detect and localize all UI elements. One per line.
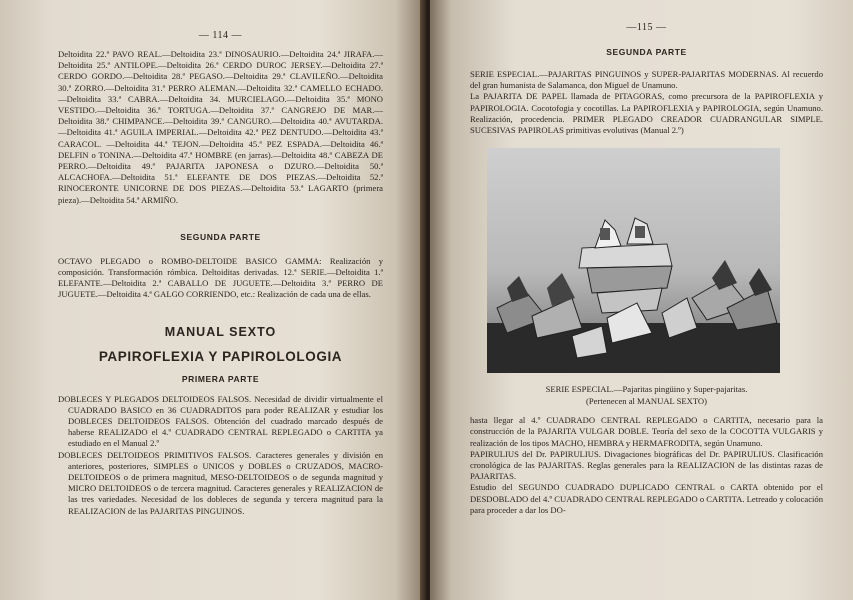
pitagoras-paragraph: La PAJARITA DE PAPEL llamada de PITAGORAS, como precursora de la PAPIROFLEXIA y PAPIROLOGIA. Cocotofogia y cocotillas. La PAPIROFLEXIA y PAPIROLOGIA, según Unamuno. Realización, procedencia. PRIMER PLEGADO CREADOR CUADRANGULAR SIMPLE. SUCESIVAS PAPIROLAS primitivas evolutivas (Manual 2.º) bbox=[470, 91, 823, 136]
photo-caption: SERIE ESPECIAL.—Pajaritas pingüino y Super-pajaritas. bbox=[545, 384, 748, 395]
dobleces-paragraph: DOBLECES Y PLEGADOS DELTOIDEOS FALSOS. Necesidad de dividir virtualmente el CUADRADO BASICO en 36 CUADRADITOS para poder REALIZAR y estudiar los DOBLECES DELTOIDEOS FALSOS. Obtención del cuadrado marcado después de haberse REALIZADO el 4.º CUADRADO CENTRAL REPLEGADO o CARTITA ya estudiado en el Manual 2.º bbox=[58, 393, 383, 449]
deltoidita-list-paragraph: Deltoidita 22.ª PAVO REAL.—Deltoidita 23.ª DINOSAURIO.—Deltoidita 24.ª JIRAFA.—Deltoidita 25.ª ANTILOPE.—Deltoidita 26.ª CERDO DUROC JERSEY.—Deltoidita 27.ª CERDO GORDO.—Deltoidita 28.ª PEGASO.—Deltoidita 29.ª CLAVILEÑO.—Deltoidita 30.ª ZORRO.—Deltoidita 31.ª PERRO ALEMAN.—Deltoidita 32.ª CAMELLO ECHADO.—Deltoidita 33.ª CABRA.—Deltoidita 34. MURCIELAGO.—Deltoidita 35.ª MONO VESTIDO.—Deltoidita 36.ª TORTUGA.—Deltoidita 37.ª CANGREJO DE MAR.—Deltoidita 38.ª CHIMPANCE.—Deltoidita 39.ª CANGURO.—Deltoidita 40.ª AVUTARDA.—Deltoidita 41.ª AGUILA IMPERIAL.—Deltoidita 42.ª PEZ DENTUDO.—Deltoidita 43.ª CARACOL. —Deltoidita 44.ª TEJON.—Deltoidita 45.ª PEZ ESPADA.—Deltoidita 46.ª DELFIN o TONINA.—Deltoidita 47.ª HOMBRE (en jarras).—Deltoidita 48.ª CABEZA DE PERRO.—Deltoidita 49.ª PAJARITA JAPONESA o DZURO.—Deltoidita 50.ª ALCACHOFA.—Deltoidita 51.ª ELEFANTE DE DOS PIEZAS.—Deltoidita 52.ª RINOCERONTE UNICORNE DE DOS PIEZAS.—Deltoidita 53.ª LAGARTO (primera pieza).—Deltoidita 54.ª ARMIÑO. bbox=[58, 49, 383, 205]
right-page bbox=[430, 0, 853, 600]
page-number: —115 — bbox=[626, 22, 667, 33]
serie-especial-paragraph: SERIE ESPECIAL.—PAJARITAS PINGUINOS y SUPER-PAJARITAS MODERNAS. Al recuerdo del gran humanista de Salamanca, don Miguel de Unamuno. bbox=[470, 69, 823, 91]
manual-title: MANUAL SEXTO bbox=[164, 324, 277, 339]
section-heading: SEGUNDA PARTE bbox=[180, 231, 261, 242]
main-title: PAPIROFLEXIA Y PAPIROLOLOGIA bbox=[98, 348, 343, 364]
part-heading: PRIMERA PARTE bbox=[181, 373, 260, 384]
photo-caption-note: (Pertenecen al MANUAL SEXTO) bbox=[586, 396, 707, 407]
hasta-llegar-paragraph: hasta llegar al 4.º CUADRADO CENTRAL REPLEGADO o CARTITA, necesario para la construcción de la PAJARITA VULGAR DOBLE. Teoría del sexo de la COCOTTA VULGARIS y realización de los tipos MACHO, HEMBRA y HERMAFRODITA, según Unamuno. bbox=[470, 415, 823, 448]
estudio-paragraph: Estudio del SEGUNDO CUADRADO DUPLICADO CENTRAL o CARTA obtenido por el DESDOBLADO del 4.º CUADRADO CENTRAL REPLEGADO o CARTITA. Letreado y colocación para proceder a dar los DO- bbox=[470, 482, 823, 515]
octavo-plegado-paragraph: OCTAVO PLEGADO o ROMBO-DELTOIDE BASICO GAMMA: Realización y composición. Transformación rómbica. Deltoiditas derivadas. 12.ª SERIE.—Deltoidita 1.ª ELEFANTE.—Deltoidita 2.ª CABALLO DE JUGUETE.—Deltoidita 3.ª PERRO DE JUGUETE.—Deltoidita 4.ª GALGO CORRIENDO, etc.: Realización de cada una de ellas. bbox=[58, 255, 383, 300]
origami-photo-illustration bbox=[487, 148, 780, 373]
origami-photograph bbox=[487, 148, 780, 373]
primitivos-paragraph: DOBLECES DELTOIDEOS PRIMITIVOS FALSOS. Caracteres generales y división en anteriores, posteriores, SIMPLES o UNICOS y DOBLES o CRUZADOS, MACRO-DELTOIDEOS o de primera magnitud, MESO-DELTOIDEOS o de segunda magnitud y MICRO DELTOIDEOS o de tercera magnitud. Caracteres generales y REALIZACION de las tres variedades. Necesidad de los dobleces de segunda y tercera magnitud para la REALIZACION de las PAJARITAS PINGUINOS. bbox=[58, 449, 383, 516]
page-number: — 114 — bbox=[198, 30, 243, 41]
left-page bbox=[0, 0, 425, 600]
papirulius-paragraph: PAPIRULIUS del Dr. PAPIRULIUS. Divagaciones biográficas del Dr. PAPIRULIUS. Clasificación cronológica de las PAJARITAS. Reglas generales para la REALIZACION de las distintas razas de PAJARITAS. bbox=[470, 448, 823, 482]
section-heading: SEGUNDA PARTE bbox=[606, 47, 687, 57]
